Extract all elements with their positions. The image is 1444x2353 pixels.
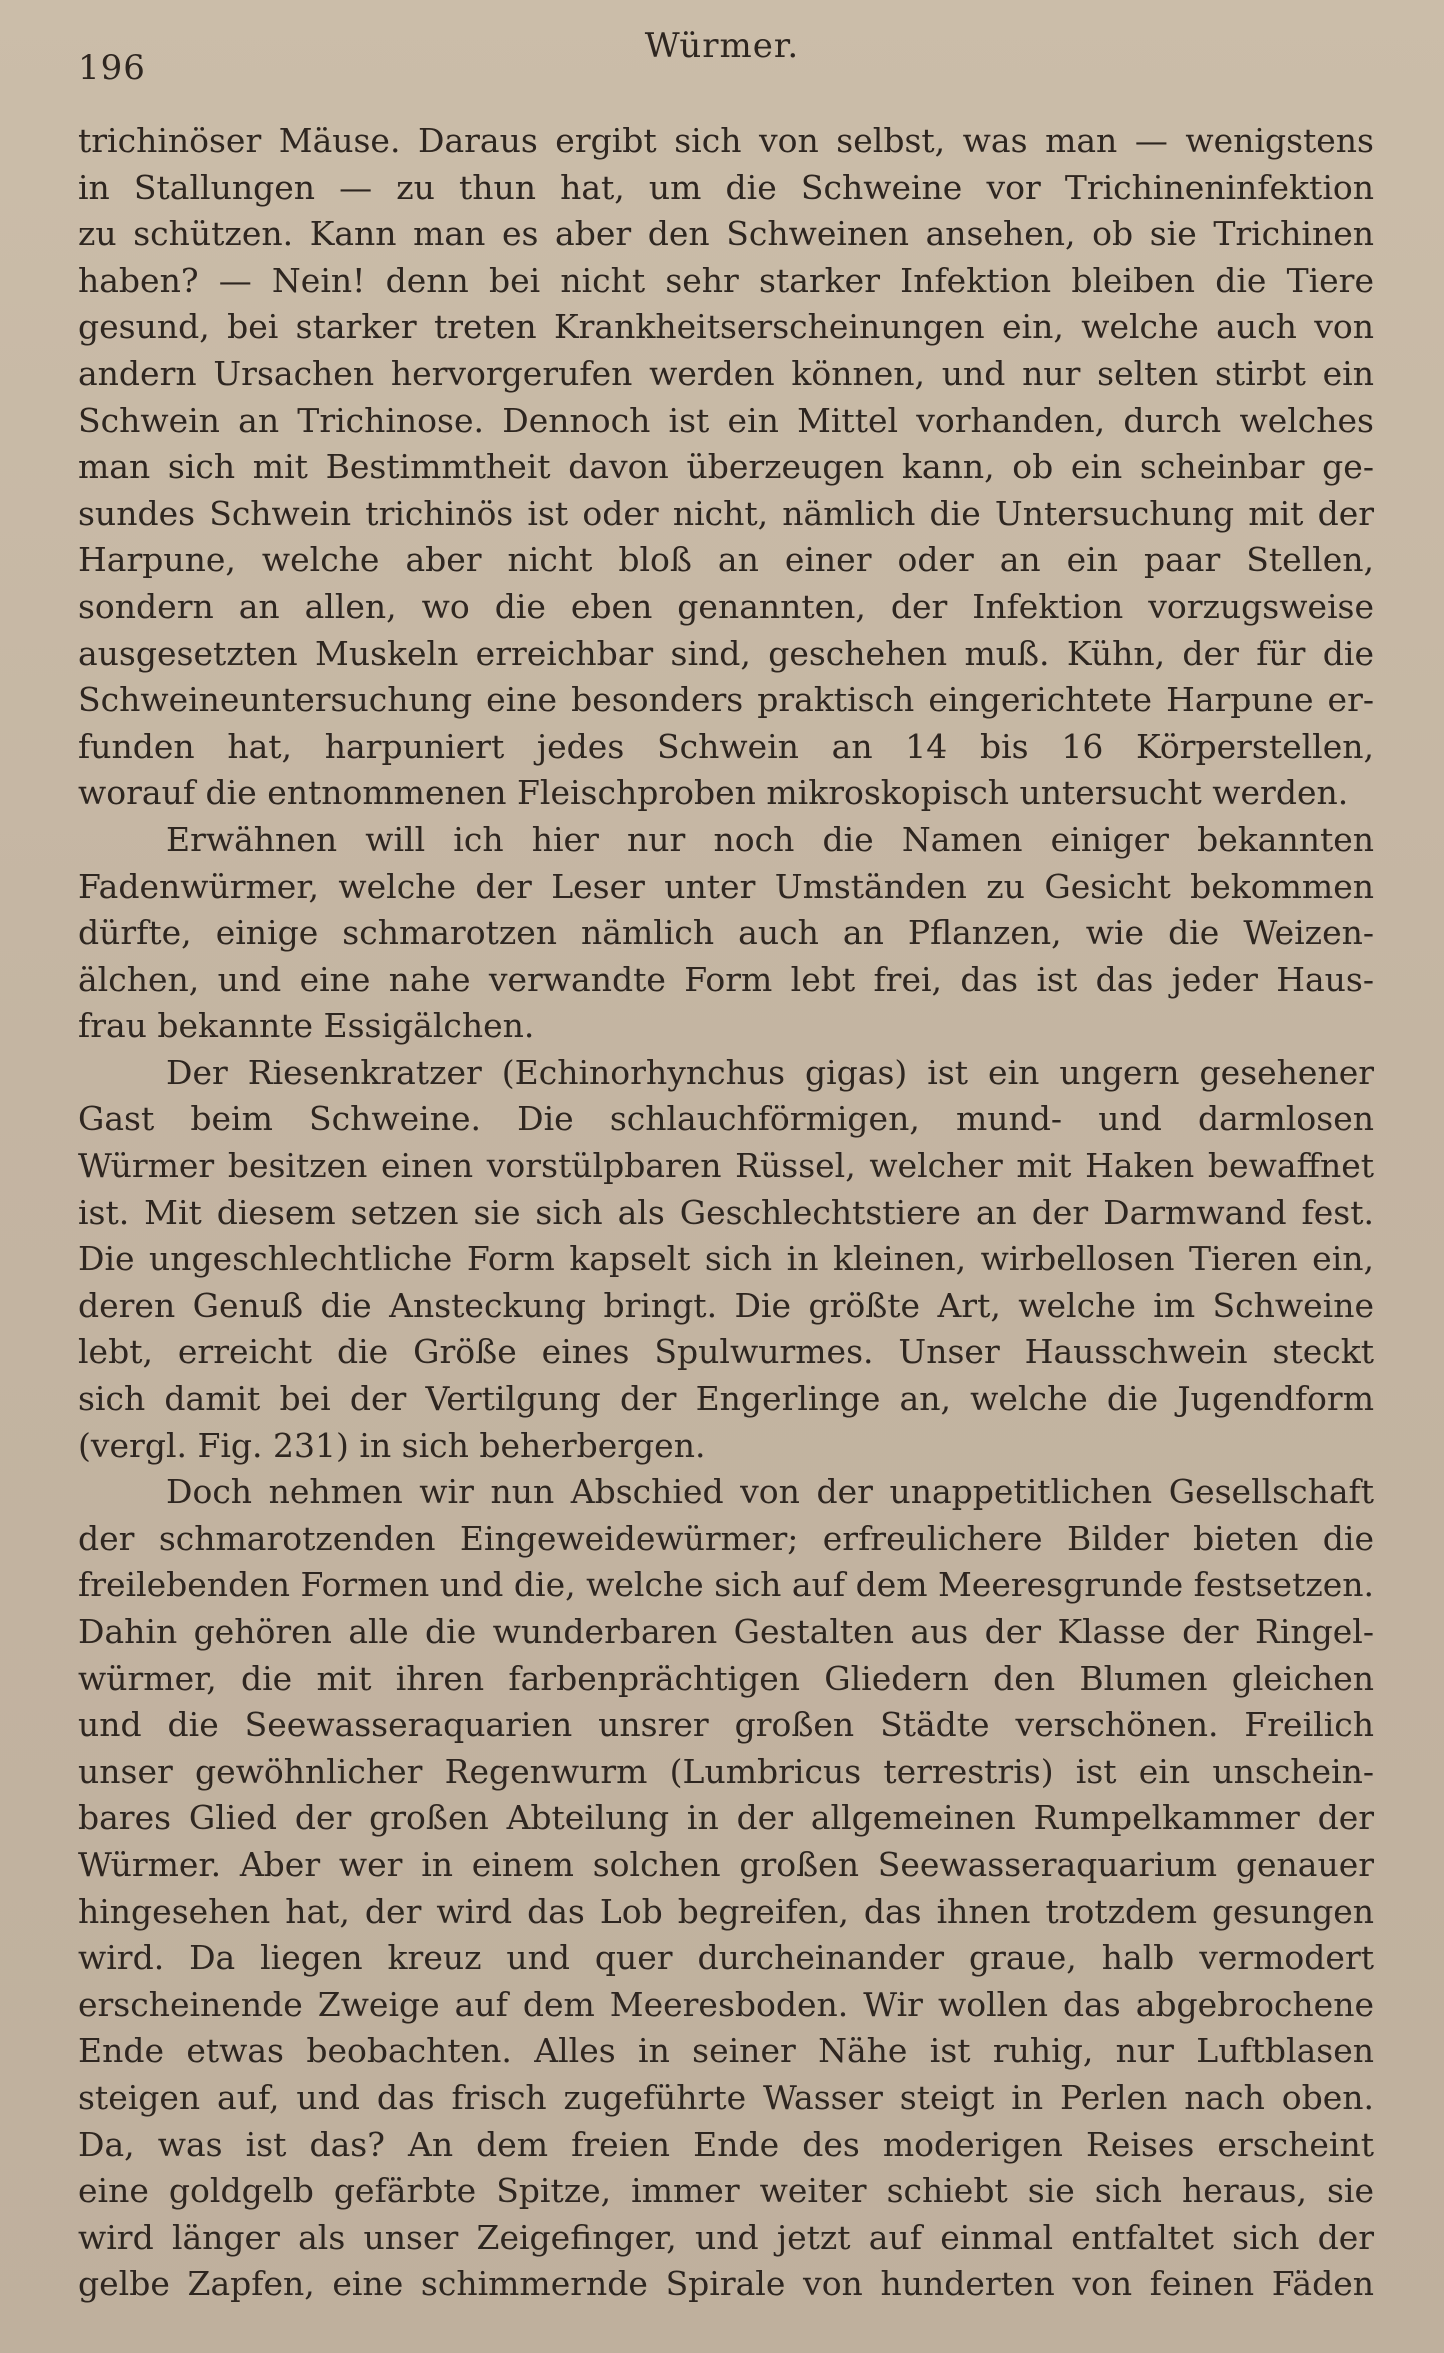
- text-line: in Stallungen — zu thun hat, um die Schweine vor Trichineninfektion: [78, 167, 1374, 207]
- text-line: gesund, bei starker treten Krankheitserscheinungen ein, welche auch von: [78, 307, 1374, 347]
- text-line: Würmer. Aber wer in einem solchen großen Seewasseraquarium genauer: [78, 1844, 1374, 1884]
- body-text: [78, 118, 1374, 2308]
- text-line: ausgesetzten Muskeln erreichbar sind, geschehen muß. Kühn, der für die: [78, 633, 1374, 673]
- text-line: Da, was ist das? An dem freien Ende des moderigen Reises erscheint: [78, 2124, 1374, 2164]
- text-line: eine goldgelb gefärbte Spitze, immer weiter schiebt sie sich heraus, sie: [78, 2171, 1374, 2211]
- text-line: andern Ursachen hervorgerufen werden können, und nur selten stirbt ein: [78, 353, 1374, 393]
- text-line: Schwein an Trichinose. Dennoch ist ein Mittel vorhanden, durch welches: [78, 400, 1374, 440]
- text-line: man sich mit Bestimmtheit davon überzeugen kann, ob ein scheinbar ge-: [78, 447, 1374, 487]
- text-line: Der Riesenkratzer (Echinorhynchus gigas) ist ein ungern gesehener: [166, 1052, 1374, 1092]
- text-line: Harpune, welche aber nicht bloß an einer oder an ein paar Stellen,: [78, 540, 1374, 580]
- text-line: deren Genuß die Ansteckung bringt. Die größte Art, welche im Schweine: [78, 1285, 1374, 1325]
- text-line: Doch nehmen wir nun Abschied von der unappetitlichen Gesellschaft: [166, 1472, 1374, 1512]
- text-line: Die ungeschlechtliche Form kapselt sich in kleinen, wirbellosen Tieren ein,: [78, 1239, 1374, 1279]
- text-line: steigen auf, und das frisch zugeführte Wasser steigt in Perlen nach oben.: [78, 2077, 1374, 2117]
- text-line: frau bekannte Essigälchen.: [78, 1006, 535, 1046]
- text-line: gelbe Zapfen, eine schimmernde Spirale von hunderten von feinen Fäden: [78, 2264, 1374, 2304]
- text-line: funden hat, harpuniert jedes Schwein an 14 bis 16 Körperstellen,: [78, 726, 1374, 766]
- running-head: Würmer.: [644, 26, 800, 66]
- text-line: der schmarotzenden Eingeweidewürmer; erfreulichere Bilder bieten die: [78, 1518, 1374, 1558]
- text-line: lebt, erreicht die Größe eines Spulwurmes. Unser Hausschwein steckt: [78, 1332, 1374, 1372]
- text-line: sondern an allen, wo die eben genannten, der Infektion vorzugsweise: [78, 586, 1374, 626]
- text-line: sundes Schwein trichinös ist oder nicht, nämlich die Untersuchung mit der: [78, 493, 1374, 533]
- text-line: unser gewöhnlicher Regenwurm (Lumbricus terrestris) ist ein unschein-: [78, 1751, 1374, 1791]
- text-line: Schweineuntersuchung eine besonders praktisch eingerichtete Harpune er-: [78, 680, 1374, 720]
- text-line: Gast beim Schweine. Die schlauchförmigen, mund- und darmlosen: [78, 1099, 1374, 1139]
- text-line: Fadenwürmer, welche der Leser unter Umständen zu Gesicht bekommen: [78, 866, 1374, 906]
- text-line: und die Seewasseraquarien unsrer großen Städte verschönen. Freilich: [78, 1705, 1374, 1745]
- text-line: zu schützen. Kann man es aber den Schweinen ansehen, ob sie Trichinen: [78, 214, 1374, 254]
- text-line: Erwähnen will ich hier nur noch die Namen einiger bekannten: [166, 819, 1374, 859]
- text-line: älchen, und eine nahe verwandte Form lebt frei, das ist das jeder Haus-: [78, 959, 1374, 999]
- text-line: würmer, die mit ihren farbenprächtigen Gliedern den Blumen gleichen: [78, 1658, 1374, 1698]
- text-line: worauf die entnommenen Fleischproben mikroskopisch untersucht werden.: [78, 773, 1349, 813]
- text-line: haben? — Nein! denn bei nicht sehr starker Infektion bleiben die Tiere: [78, 260, 1374, 300]
- text-line: Würmer besitzen einen vorstülpbaren Rüssel, welcher mit Haken bewaffnet: [78, 1146, 1374, 1186]
- text-line: ist. Mit diesem setzen sie sich als Geschlechtstiere an der Darmwand fest.: [78, 1192, 1374, 1232]
- text-line: bares Glied der großen Abteilung in der allgemeinen Rumpelkammer der: [78, 1798, 1374, 1838]
- text-line: trichinöser Mäuse. Daraus ergibt sich von selbst, was man — wenigstens: [78, 121, 1374, 160]
- text-line: wird. Da liegen kreuz und quer durcheinander graue, halb vermodert: [78, 1938, 1374, 1978]
- text-line: (vergl. Fig. 231) in sich beherbergen.: [78, 1425, 706, 1465]
- text-line: Ende etwas beobachten. Alles in seiner Nähe ist ruhig, nur Luftblasen: [78, 2031, 1374, 2071]
- text-line: wird länger als unser Zeigefinger, und jetzt auf einmal entfaltet sich der: [78, 2217, 1374, 2257]
- text-line: hingesehen hat, der wird das Lob begreifen, das ihnen trotzdem gesungen: [78, 1891, 1374, 1931]
- text-line: erscheinende Zweige auf dem Meeresboden. Wir wollen das abgebrochene: [78, 1984, 1374, 2024]
- text-line: dürfte, einige schmarotzen nämlich auch an Pflanzen, wie die Weizen-: [78, 913, 1374, 953]
- text-line: freilebenden Formen und die, welche sich auf dem Meeresgrunde festsetzen.: [78, 1565, 1374, 1605]
- page-number: 196: [78, 48, 146, 88]
- text-line: sich damit bei der Vertilgung der Engerlinge an, welche die Jugendform: [78, 1379, 1374, 1419]
- text-line: Dahin gehören alle die wunderbaren Gestalten aus der Klasse der Ringel-: [78, 1612, 1374, 1651]
